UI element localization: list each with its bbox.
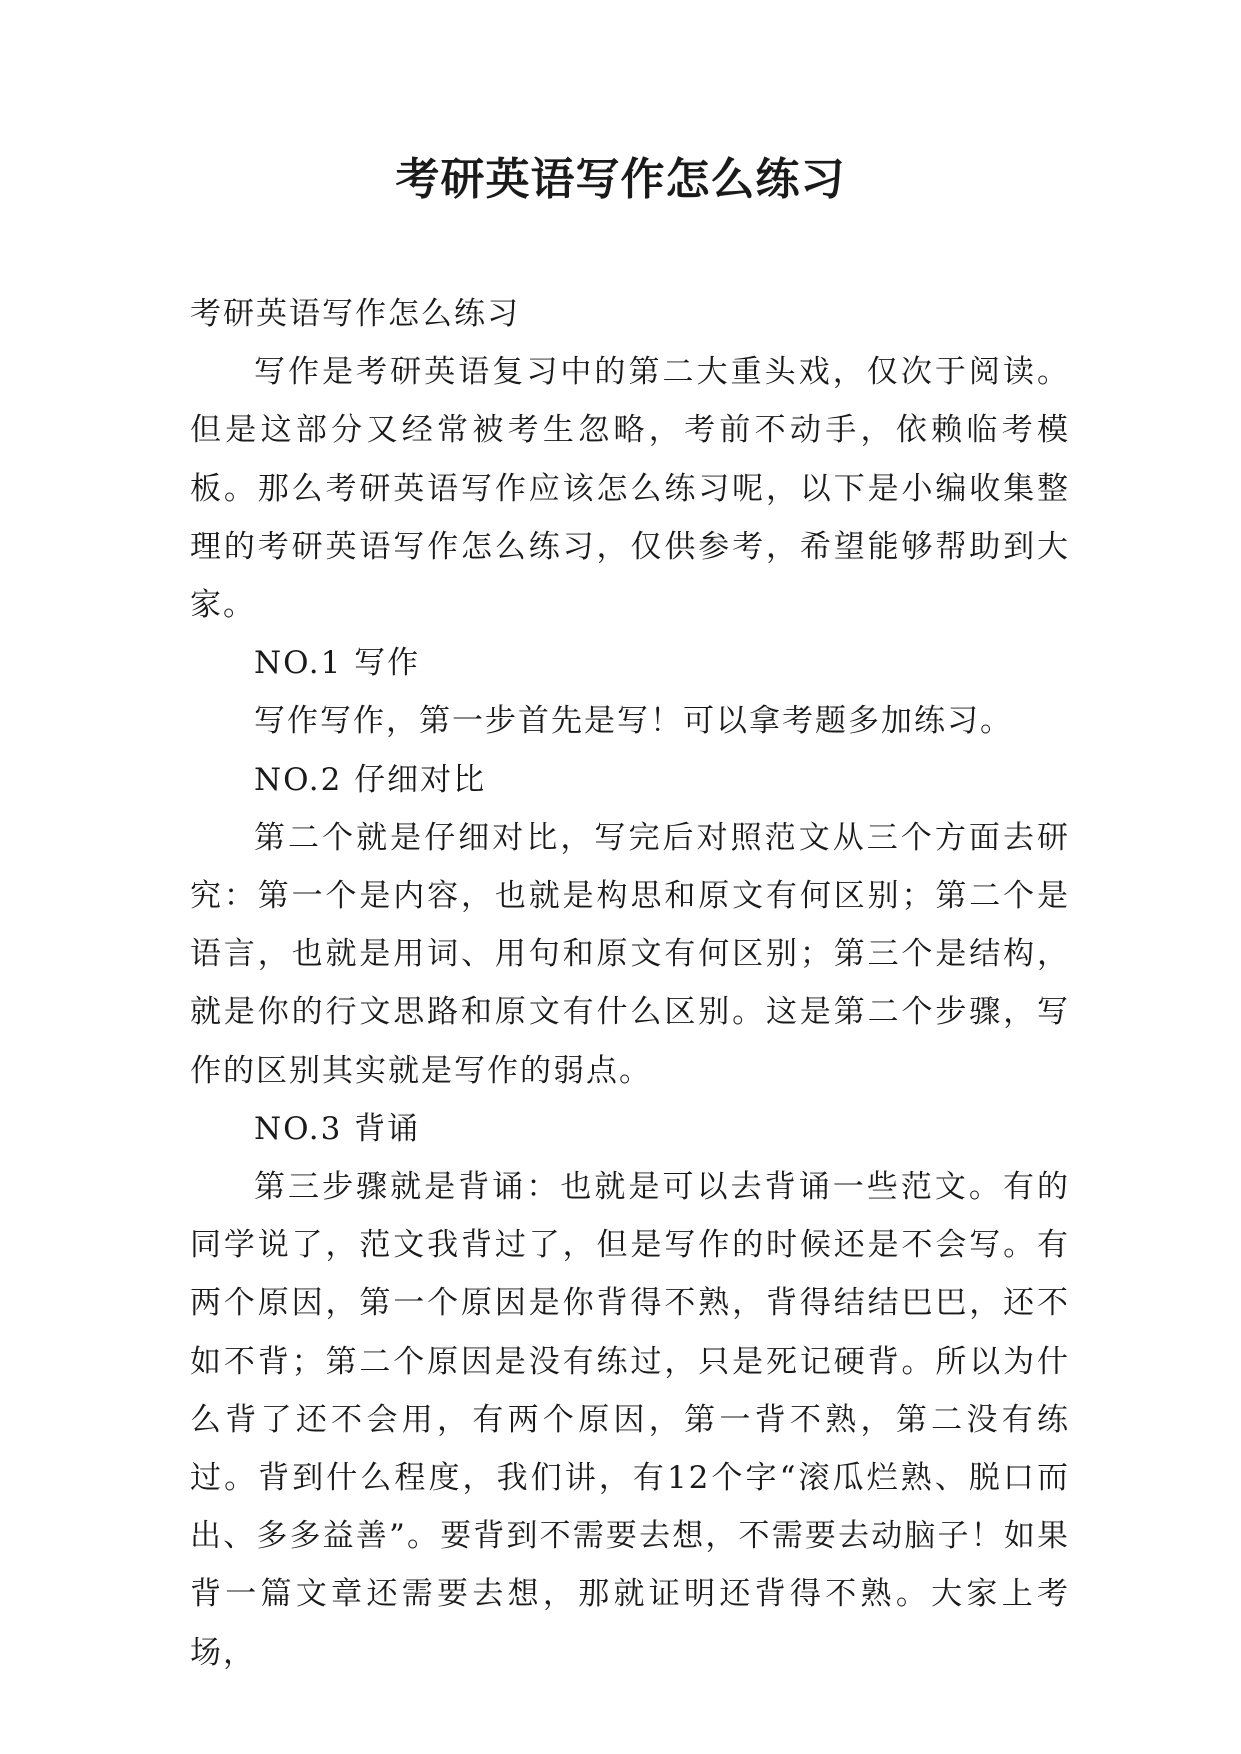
section-heading-1: NO.1 写作 [254, 645, 421, 682]
document-body [190, 285, 1070, 1682]
section-paragraph-3: 第三步骤就是背诵：也就是可以去背诵一些范文。有的同学说了，范文我背过了，但是写作的时候还是不会写。有两个原因，第一个原因是你背得不熟，背得结结巴巴，还不如不背；第二个原因是没有练过，只是死记硬背。所以为什么背了还不会用，有两个原因，第一背不熟，第二没有练过。背到什么程度，我们讲，有12个字“滚瓜烂熟、脱口而出、多多益善”。要背到不需要去想，不需要去动脑子！如果背一篇文章还需要去想，那就证明还背得不熟。大家上考场， [190, 1169, 1070, 1671]
subtitle-line: 考研英语写作怎么练习 [190, 296, 520, 332]
section-paragraph-1: 写作写作，第一步首先是写！可以拿考题多加练习。 [254, 703, 1013, 740]
section-heading-2: NO.2 仔细对比 [254, 761, 487, 798]
section-paragraph-2: 第二个就是仔细对比，写完后对照范文从三个方面去研究：第一个是内容，也就是构思和原文有何区别；第二个是语言，也就是用词、用句和原文有何区别；第三个是结构，就是你的行文思路和原文有什么区别。这是第二个步骤，写作的区别其实就是写作的弱点。 [190, 819, 1070, 1089]
intro-paragraph: 写作是考研英语复习中的第二大重头戏，仅次于阅读。但是这部分又经常被考生忽略，考前不动手，依赖临考模板。那么考研英语写作应该怎么练习呢，以下是小编收集整理的考研英语写作怎么练习，仅供参考，希望能够帮助到大家。 [190, 354, 1070, 624]
section-heading-3: NO.3 背诵 [254, 1110, 421, 1147]
page-title: 考研英语写作怎么练习 [395, 154, 846, 205]
